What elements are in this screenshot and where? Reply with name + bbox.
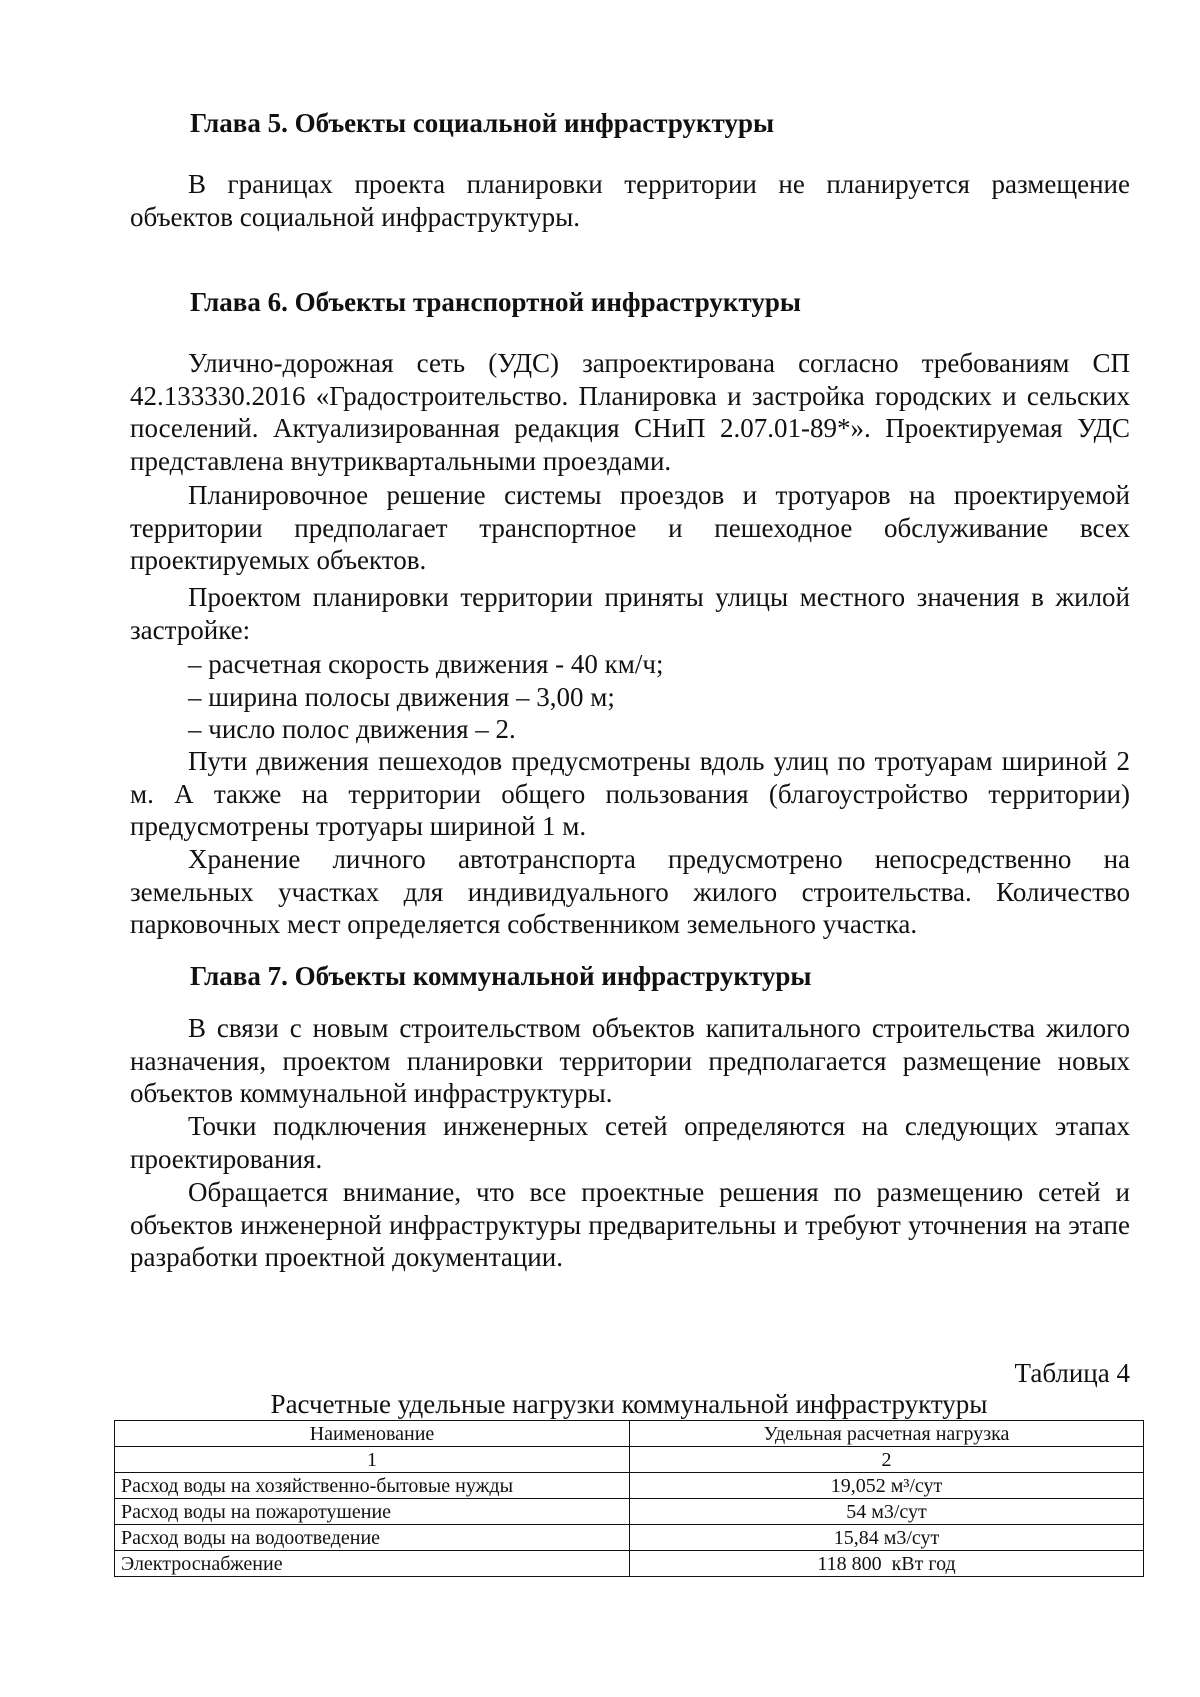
table-header-row [115,1421,1144,1447]
table-cell: Расход воды на водоотведение [115,1525,630,1551]
table-cell: Электроснабжение [115,1551,630,1577]
list-item: – ширина полосы движения – 3,00 м; [188,681,615,712]
chapter-5-heading: Глава 5. Объекты социальной инфраструктуры [190,108,775,138]
table-header-cell: Наименование [115,1421,630,1447]
list-item: – число полос движения – 2. [188,714,516,744]
table-row [115,1473,1144,1499]
chapter-6-paragraph: Пути движения пешеходов предусмотрены вдоль улиц по тротуарам шириной 2 м. А также на территории общего пользования (благоустройство территории) предусмотрены тротуары шириной 1 м. [130,746,1130,841]
chapter-6-paragraph: Проектом планировки территории приняты улицы местного значения в жилой застройке: [130,582,1130,645]
chapter-5-paragraph: В границах проекта планировки территории не планируется размещение объектов социальной инфраструктуры. [130,169,1130,232]
table-cell: 19,052 м³/сут [630,1473,1144,1499]
table-cell: 2 [630,1447,1144,1473]
chapter-7-paragraph: В связи с новым строительством объектов капитального строительства жилого назначения, проектом планировки территории предполагается размещение новых объектов коммунальной инфраструктуры. [130,1013,1130,1108]
chapter-7-paragraph: Обращается внимание, что все проектные решения по размещению сетей и объектов инженерной инфраструктуры предварительны и требуют уточнения на этапе разработки проектной документации. [130,1177,1130,1272]
chapter-6-heading: Глава 6. Объекты транспортной инфраструктуры [190,287,801,317]
table-cell: 1 [115,1447,630,1473]
table-number: Таблица 4 [1014,1358,1130,1388]
table-cell: 118 800 кВт год [630,1551,1144,1577]
table-header-cell: Удельная расчетная нагрузка [630,1421,1144,1447]
road-parameters-list [188,648,1128,746]
loads-table [114,1420,1144,1577]
table-cell: Расход воды на пожаротушение [115,1499,630,1525]
chapter-6-paragraph: Хранение личного автотранспорта предусмотрено непосредственно на земельных участках для индивидуального жилого строительства. Количество парковочных мест определяется собственником земельного участка. [130,844,1130,939]
table-cell: Расход воды на хозяйственно-бытовые нужды [115,1473,630,1499]
table-cell: 15,84 м3/сут [630,1525,1144,1551]
table-title: Расчетные удельные нагрузки коммунальной инфраструктуры [270,1389,988,1419]
chapter-7-paragraph: Точки подключения инженерных сетей определяются на следующих этапах проектирования. [130,1111,1130,1174]
chapter-7-heading: Глава 7. Объекты коммунальной инфраструктуры [190,961,812,991]
table-column-number-row [115,1447,1144,1473]
table-cell: 54 м3/сут [630,1499,1144,1525]
list-item: – расчетная скорость движения - 40 км/ч; [188,649,664,679]
chapter-6-paragraph: Планировочное решение системы проездов и тротуаров на проектируемой территории предполагает транспортное и пешеходное обслуживание всех проектируемых объектов. [130,480,1130,575]
table-row [115,1525,1144,1551]
table-row [115,1499,1144,1525]
chapter-6-paragraph: Улично-дорожная сеть (УДС) запроектирована согласно требованиям СП 42.133330.2016 «Градостроительство. Планировка и застройка городских и сельских поселений. Актуализированная редакция СНиП 2.07.01-89*». Проектируемая УДС представлена внутриквартальными проездами. [130,348,1130,476]
table-row [115,1551,1144,1577]
